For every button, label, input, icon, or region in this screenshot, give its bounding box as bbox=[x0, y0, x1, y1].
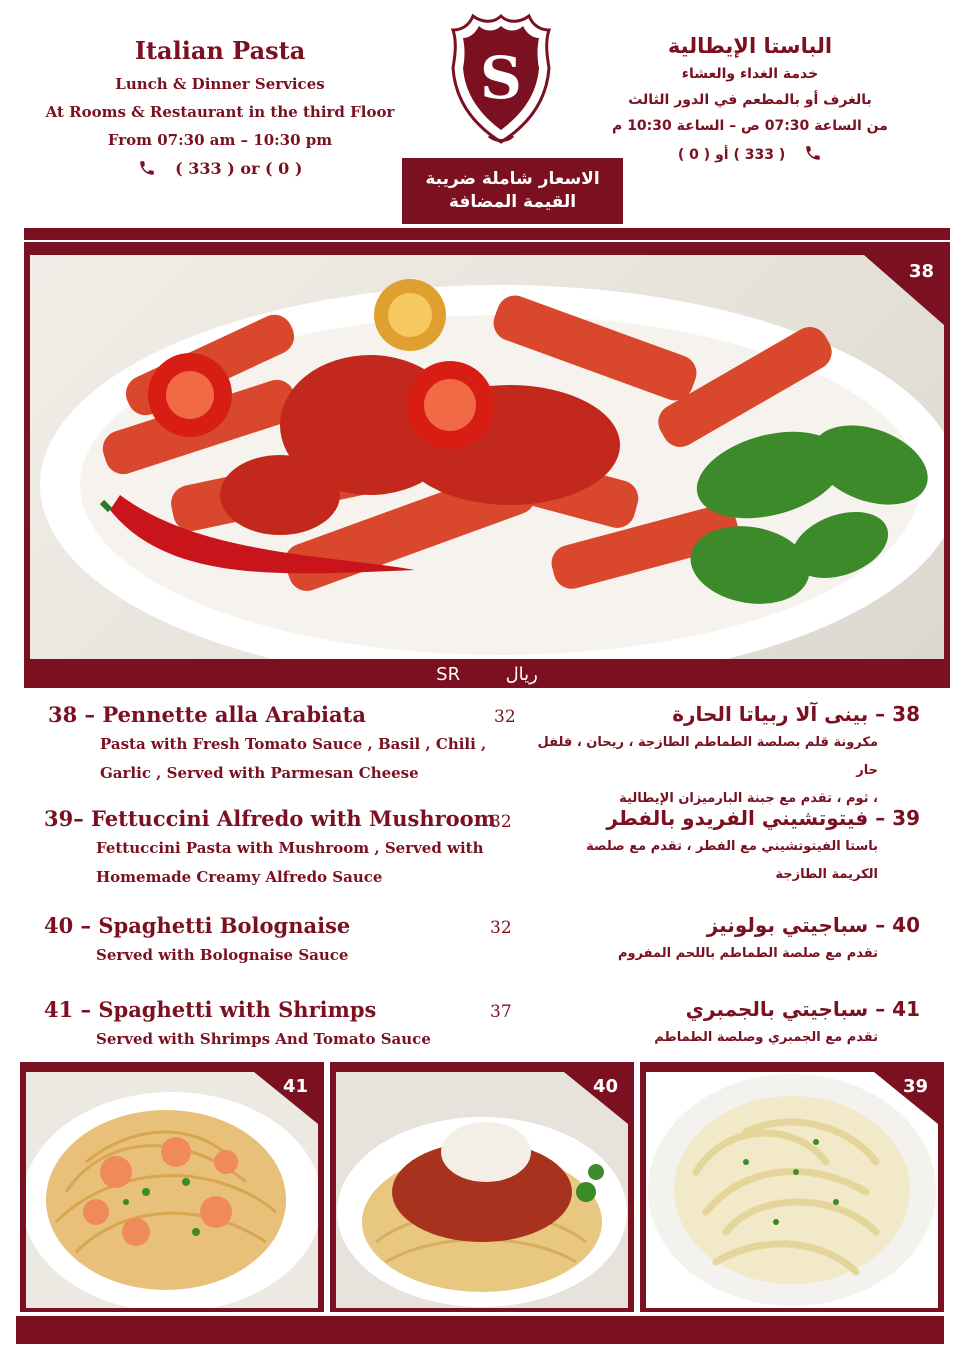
item-title-en: 40 – Spaghetti Bolognaise bbox=[44, 913, 351, 938]
item-price: 32 bbox=[490, 812, 512, 832]
vat-notice bbox=[402, 158, 623, 224]
item-desc-ar: ، ثوم ، تقدم مع جبنة البارميزان الإيطالية bbox=[619, 791, 878, 806]
item-price: 37 bbox=[490, 1002, 512, 1022]
thumb-frame-39 bbox=[640, 1062, 944, 1312]
hours-line-ar: من الساعة 07:30 ص – الساعة 10:30 م bbox=[612, 118, 888, 134]
currency-ar: ريال bbox=[505, 664, 538, 685]
thumb-badge-number: 40 bbox=[592, 1076, 618, 1097]
item-desc-en: Fettuccini Pasta with Mushroom , Served with bbox=[96, 839, 484, 857]
item-title-en: 39– Fettuccini Alfredo with Mushroom bbox=[44, 806, 496, 831]
location-line-ar: بالغرف أو بالمطعم في الدور الثالث bbox=[628, 92, 872, 108]
header-arabic bbox=[580, 34, 920, 173]
fettuccini-photo bbox=[646, 1072, 938, 1308]
item-desc-en: Served with Shrimps And Tomato Sauce bbox=[96, 1030, 431, 1048]
service-line-ar: خدمة الغداء والعشاء bbox=[681, 66, 819, 82]
currency-bar bbox=[30, 659, 944, 688]
phone-numbers-ar: ( 333 ) أو ( 0 ) bbox=[677, 147, 786, 163]
item-title-ar: 41 – سباجيتي بالجمبري bbox=[685, 997, 920, 1021]
menu-item-40-ar bbox=[520, 913, 920, 968]
bolognaise-photo bbox=[336, 1072, 628, 1308]
item-desc-en: Served with Bolognaise Sauce bbox=[96, 946, 349, 964]
item-title-ar: 38 – بينى آلا ربياتا الحارة bbox=[672, 702, 920, 726]
penne-arrabbiata-photo bbox=[30, 255, 944, 659]
hours-line-en: From 07:30 am – 10:30 pm bbox=[107, 131, 333, 149]
menu-item-40-en bbox=[44, 913, 350, 970]
phone-line-en bbox=[40, 159, 400, 178]
shrimp-spaghetti-photo bbox=[26, 1072, 318, 1308]
service-line-en: Lunch & Dinner Services bbox=[115, 75, 325, 93]
vat-line-1: الاسعار شاملة ضريبة bbox=[425, 169, 600, 190]
footer-bar bbox=[16, 1316, 944, 1344]
penne-illustration bbox=[30, 255, 944, 659]
currency-en: SR bbox=[436, 664, 461, 685]
header-english bbox=[40, 36, 400, 178]
item-desc-en: Pasta with Fresh Tomato Sauce , Basil , Chili , bbox=[100, 735, 487, 753]
item-desc-en: Garlic , Served with Parmesan Cheese bbox=[100, 764, 419, 782]
menu-item-39-ar bbox=[520, 806, 920, 889]
item-price: 32 bbox=[490, 918, 512, 938]
thumb-frame-40 bbox=[330, 1062, 634, 1312]
menu-title-en: Italian Pasta bbox=[134, 36, 306, 65]
item-desc-ar: مكرونة قلم بصلصة الطماطم الطازجة ، ريحان ، فلفل حار bbox=[537, 735, 878, 778]
menu-item-38-ar bbox=[520, 702, 920, 813]
phone-icon bbox=[804, 144, 822, 162]
menu-item-38-en bbox=[48, 702, 486, 788]
item-title-en: 41 – Spaghetti with Shrimps bbox=[44, 997, 377, 1022]
item-title-en: 38 – Pennette alla Arabiata bbox=[48, 702, 366, 727]
item-title-ar: 39 – فيتوتشيني الفريدو بالفطر bbox=[606, 806, 920, 830]
hero-badge-number: 38 bbox=[908, 261, 934, 282]
menu-title-ar: الباستا الإيطالية bbox=[667, 34, 833, 58]
location-line-en: At Rooms & Restaurant in the third Floor bbox=[45, 103, 395, 121]
phone-icon bbox=[138, 159, 156, 177]
phone-numbers-en: ( 333 ) or ( 0 ) bbox=[175, 159, 303, 178]
phone-line-ar bbox=[580, 144, 920, 163]
hotel-logo bbox=[449, 12, 553, 148]
item-title-ar: 40 – سباجيتي بولونيز bbox=[706, 913, 920, 937]
vat-line-2: القيمة المضافة bbox=[448, 192, 577, 212]
item-price: 32 bbox=[494, 707, 516, 727]
item-desc-ar: تقدم مع صلصة الطماطم باللحم المفروم bbox=[617, 946, 878, 961]
item-desc-ar: باستا الفيتوتشيني مع الفطر ، تقدم مع صلصة bbox=[586, 839, 878, 854]
menu-item-41-en bbox=[44, 997, 431, 1054]
thumb-badge-number: 41 bbox=[282, 1076, 308, 1097]
logo-letter: S bbox=[480, 44, 522, 112]
menu-item-39-en bbox=[44, 806, 496, 892]
menu-item-41-ar bbox=[520, 997, 920, 1052]
thumb-badge-number: 39 bbox=[902, 1076, 928, 1097]
item-desc-ar: الكريمة الطازجة bbox=[775, 867, 878, 882]
item-desc-en: Homemade Creamy Alfredo Sauce bbox=[96, 868, 383, 886]
hero-divider bbox=[24, 240, 950, 242]
item-desc-ar: تقدم مع الجمبري وصلصة الطماطم bbox=[654, 1030, 878, 1045]
thumb-frame-41 bbox=[20, 1062, 324, 1312]
